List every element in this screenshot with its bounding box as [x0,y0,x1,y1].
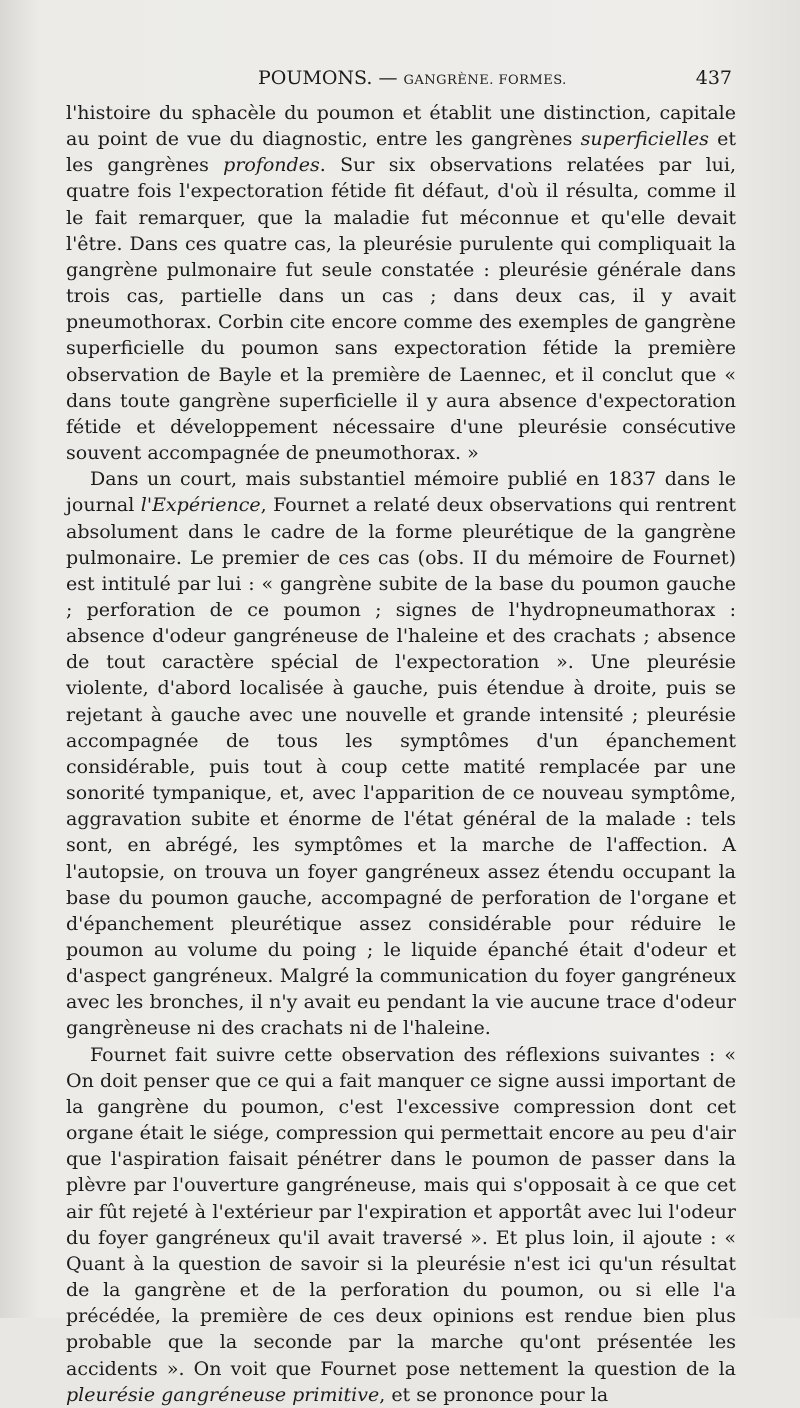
italic-text: profondes [223,154,320,177]
paragraph [66,466,736,1041]
page-number: 437 [695,67,732,89]
text-run: . Sur six observations relatées par lui, quatre fois l'expectoration fétide fit défaut, d'où il résulta, comme il le fait remarquer, que la maladie fut méconnue et qu'elle devait l'être. Dans ces quatre cas, la pleurésie purulente qui compliquait la gangrène pulmonaire fut seule constatée : pleurésie générale dans trois cas, partielle dans un cas ; dans deux cas, il y avait pneumothorax. Corbin cite encore comme des exemples de gangrène superficielle du poumon sans expectoration fétide la première observation de Bayle et la première de Laennec, et il conclut que « dans toute gangrène superficielle il y aura absence d'expectoration fétide et développement nécessaire d'une pleurésie consécutive souvent accompagnée de pneumothorax. » [66,154,736,465]
body-text [66,100,736,1408]
running-header [66,64,736,92]
text-run: , et se prononce pour la [379,1383,609,1406]
italic-text: l'Expérience [140,494,261,517]
italic-text: superficielles [580,128,709,151]
text-run: , Fournet a relaté deux observations qui rentrent absolument dans le cadre de la forme pleurétique de la gangrène pulmonaire. Le premier de ces cas (obs. II du mémoire de Fournet) est intitulé par lui : « gangrène subite de la base du poumon gauche ; perforation de ce poumon ; signes de l'hydropneumathorax : absence d'odeur gangréneuse de l'haleine et des crachats ; absence de tout caractère spécial de l'expectoration ». Une pleurésie violente, d'abord localisée à gauche, puis étendue à droite, puis se rejetant à gauche avec une nouvelle et grande intensité ; pleurésie accompagnée de tous les symptômes d'un épanchement considérable, puis tout à coup cette matité remplacée par une sonorité tympanique, et, avec l'apparition de ce nouveau symptôme, aggravation subite et énorme de l'état général de la malade : tels sont, en abrégé, les symptômes et la marche de l'affection. A l'autopsie, on trouva un foyer gangréneux assez étendu occupant la base du poumon gauche, accompagné de perforation de l'organe et d'épanchement pleurétique assez considérable pour réduire le poumon au volume du poing ; le liquide épanché était d'odeur et d'aspect gangréneux. Malgré la communication du foyer gangréneux avec les bronches, il n'y avait eu pendant la vie aucune trace d'odeur gangrèneuse ni des crachats ni de l'haleine. [66,494,736,1040]
text-run: l'histoire du sphacèle du poumon et établit une distinction, capitale au point de vue du diagnostic, entre les gangrènes [66,102,736,151]
text-run: et les gangrènes [66,128,736,177]
running-title [258,64,567,95]
paragraph [66,1042,736,1408]
paragraph [66,100,736,466]
header-dash: — [372,67,404,89]
text-run: Fournet fait suivre cette observation des réflexions suivantes : « On doit penser que ce qui a fait manquer ce signe aussi important de la gangrène du poumon, c'est l'excessive compression dont cet organe était le siége, compression qui permettait encore au peu d'air que l'aspiration faisait pénétrer dans le poumon de passer dans la plèvre par l'ouverture gangréneuse, mais qui s'opposait à ce que cet air fût rejeté à l'extérieur par l'expiration et apportât avec lui l'odeur du foyer gangréneux qu'il avait traversé ». Et plus loin, il ajoute : « Quant à la question de savoir si la pleurésie n'est ici qu'un résultat de la gangrène et de la perforation du poumon, ou si elle l'a précédée, la première de ces deux opinions est rendue bien plus probable que la seconde par la marche qu'ont présentée les accidents ». On voit que Fournet pose nettement la question de la [66,1043,736,1380]
italic-text: pleurésie gangréneuse primitive [66,1383,380,1406]
header-title: POUMONS. [258,67,373,89]
header-subtitle: GANGRÈNE. FORMES. [403,73,567,88]
text-run: Dans un court, mais substantiel mémoire publié en 1837 dans le journal [66,468,736,517]
